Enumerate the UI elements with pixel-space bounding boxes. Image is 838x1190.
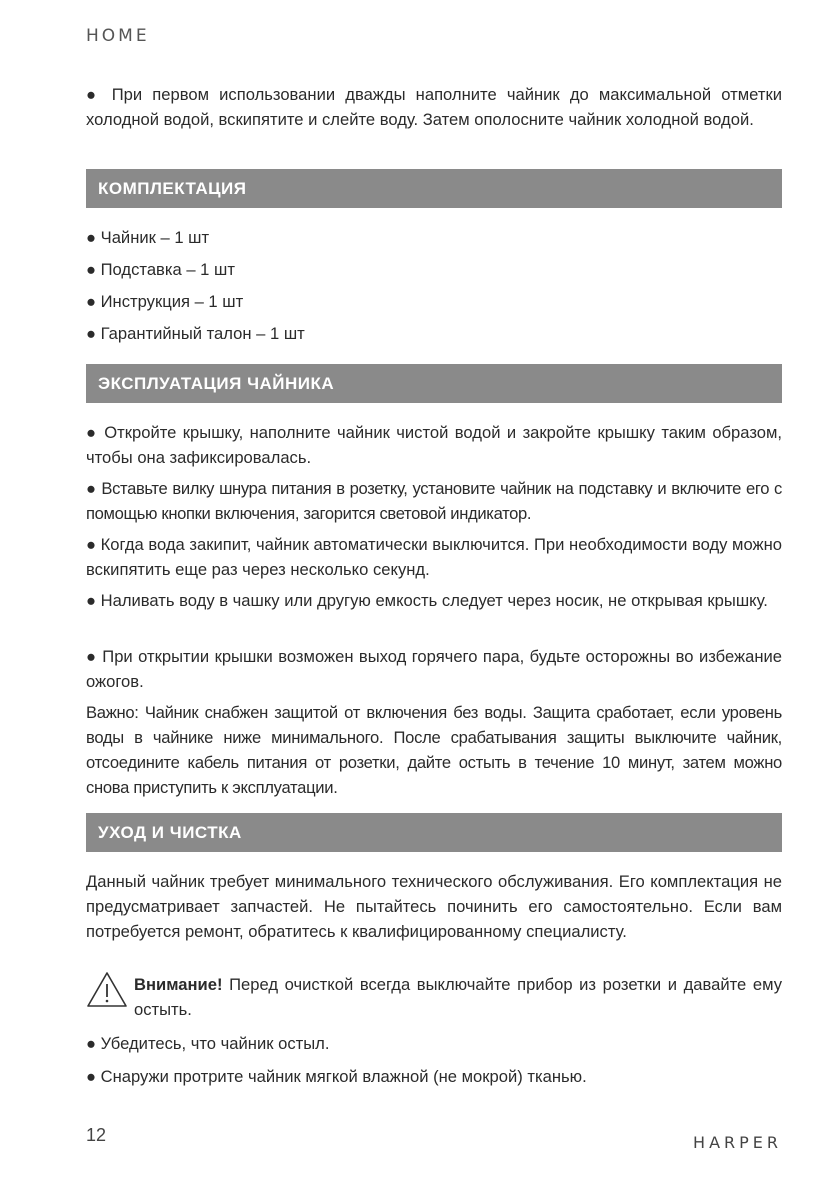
kit-item: ● Подставка – 1 шт — [86, 260, 235, 279]
usage-paragraph: ● Вставьте вилку шнура питания в розетку, установите чайник на подставку и включите его с помощью кнопки включения, загорится световой индикатор. — [86, 479, 782, 523]
warning-text — [134, 972, 782, 1022]
intro-paragraph: ● При первом использовании дважды наполните чайник до максимальной отметки холодной водой, вскипятите и слейте воду. Затем ополосните чайник холодной водой. — [86, 85, 782, 129]
usage-paragraph: ● Наливать воду в чашку или другую емкость следует через носик, не открывая крышку. — [86, 591, 768, 610]
section-kit-title: КОМПЛЕКТАЦИЯ — [86, 169, 782, 208]
brand-logo: HARPER — [693, 1133, 782, 1152]
kit-item: ● Чайник – 1 шт — [86, 228, 210, 247]
home-logo: HOME — [86, 26, 150, 46]
warning-block — [86, 972, 782, 1022]
care-paragraph: Данный чайник требует минимального технического обслуживания. Его комплектация не предусматривает запчастей. Не пытайтесь починить его самостоятельно. Если вам потребуется ремонт, обратитесь к квалифицированному специалисту. — [86, 872, 782, 941]
care-item: ● Убедитесь, что чайник остыл. — [86, 1034, 330, 1053]
usage-paragraph: ● Когда вода закипит, чайник автоматически выключится. При необходимости воду можно вскипятить еще раз через несколько секунд. — [86, 535, 782, 579]
usage-paragraph: ● Откройте крышку, наполните чайник чистой водой и закройте крышку таким образом, чтобы она зафиксировалась. — [86, 423, 782, 467]
warning-icon — [86, 970, 128, 1010]
warning-label: Внимание! — [134, 975, 223, 994]
important-note: Важно: Чайник снабжен защитой от включения без воды. Защита сработает, если уровень воды в чайнике ниже минимального. После срабатывания защиты выключите чайник, отсоедините кабель питания от розетки, дайте остыть в течение 10 минут, затем можно снова приступить к эксплуатации. — [86, 703, 782, 797]
page-number: 12 — [86, 1125, 107, 1145]
kit-item: ● Гарантийный талон – 1 шт — [86, 324, 305, 343]
usage-paragraph: ● При открытии крышки возможен выход горячего пара, будьте осторожны во избежание ожогов. — [86, 647, 782, 691]
section-usage-title: ЭКСПЛУАТАЦИЯ ЧАЙНИКА — [86, 364, 782, 403]
section-care-title: УХОД И ЧИСТКА — [86, 813, 782, 852]
care-item: ● Снаружи протрите чайник мягкой влажной (не мокрой) тканью. — [86, 1067, 587, 1086]
kit-item: ● Инструкция – 1 шт — [86, 292, 244, 311]
warning-body: Перед очисткой всегда выключайте прибор из розетки и давайте ему остыть. — [134, 975, 782, 1019]
